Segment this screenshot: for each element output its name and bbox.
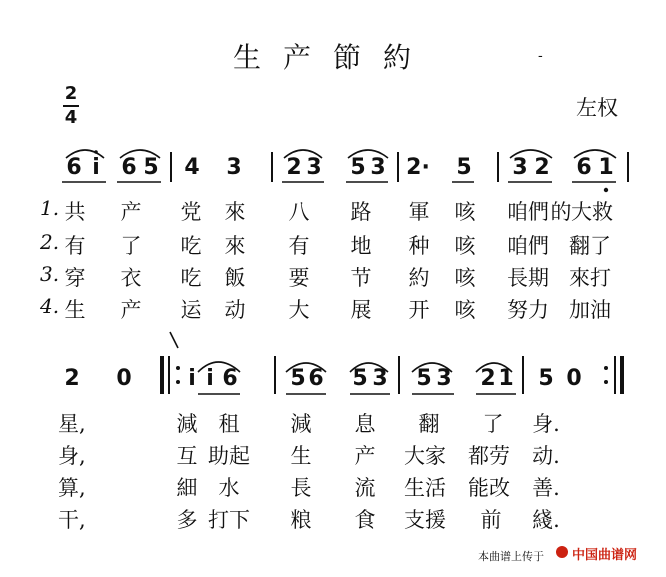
- lyric: 租: [218, 412, 240, 436]
- lyric: 約: [408, 266, 430, 290]
- lyric: 息: [354, 412, 376, 436]
- lyric: 翻了: [569, 234, 611, 258]
- lyric: 算,: [58, 476, 86, 500]
- lyric: 生: [64, 298, 86, 322]
- lyric: 要: [288, 266, 310, 290]
- lyric: 來: [224, 234, 246, 258]
- time-signature-bottom: 4: [64, 107, 78, 128]
- note: 4: [184, 155, 200, 180]
- verse-number: 3.: [40, 262, 60, 286]
- lyric: 运: [180, 298, 202, 322]
- lyric: 善.: [532, 476, 560, 500]
- lyric: 細: [176, 476, 198, 500]
- lyric: 星,: [58, 412, 86, 436]
- lyric: 咳: [454, 266, 476, 290]
- lyric: 种: [408, 234, 430, 258]
- lyric: 动: [224, 298, 246, 322]
- note: 5: [456, 155, 472, 180]
- footer-logo: 中国曲谱网: [572, 548, 638, 563]
- lyric: 多: [176, 508, 198, 532]
- lyric: 大救: [571, 200, 613, 224]
- slur: [66, 150, 104, 158]
- note: 6: [222, 366, 238, 391]
- lyric: 的: [550, 200, 572, 224]
- note: 0: [116, 366, 132, 391]
- lyric: 長期: [507, 266, 549, 290]
- lyric: 打下: [208, 508, 250, 532]
- note: 5: [143, 155, 159, 180]
- slur: [348, 150, 388, 158]
- note: 3: [306, 155, 322, 180]
- lyric: 支援: [404, 508, 446, 532]
- lyric: 了: [482, 412, 504, 436]
- lyric: 食: [354, 508, 376, 532]
- composer: 左权: [576, 96, 618, 120]
- slur: [284, 150, 322, 158]
- lyric: 有: [288, 234, 310, 258]
- lyric: 都劳: [468, 444, 510, 468]
- lyric: 党: [180, 200, 202, 224]
- note: i: [188, 366, 196, 391]
- lyric: 身,: [58, 444, 86, 468]
- note: 2: [64, 366, 80, 391]
- note: 6: [121, 155, 137, 180]
- footer-text: 本曲谱上传于: [478, 550, 544, 563]
- lyric: 动.: [532, 444, 560, 468]
- lyric: 产: [120, 298, 142, 322]
- logo-icon: [556, 546, 568, 558]
- lyric: 飯: [224, 266, 246, 290]
- bar-line: [274, 356, 276, 394]
- note: 5: [350, 155, 366, 180]
- note: 3: [372, 366, 388, 391]
- note: 2: [286, 155, 302, 180]
- lyric: 产: [354, 444, 376, 468]
- slur: [510, 150, 552, 158]
- lyric: 地: [350, 234, 372, 258]
- staff-line-2: [0, 366, 666, 396]
- note: 3: [226, 155, 242, 180]
- note: 2: [534, 155, 550, 180]
- bar-line: [614, 356, 616, 394]
- note: 3: [512, 155, 528, 180]
- lyric: 來: [224, 200, 246, 224]
- lyric: 加油: [569, 298, 611, 322]
- lyric: 大: [288, 298, 310, 322]
- verse-number: 4.: [40, 294, 60, 318]
- note: i: [92, 155, 100, 180]
- bar-line: [522, 356, 524, 394]
- lyric: 吃: [180, 234, 202, 258]
- lyric: 長: [290, 476, 312, 500]
- lyric: 減: [176, 412, 198, 436]
- note: 2: [480, 366, 496, 391]
- note: 1: [498, 366, 514, 391]
- lyric: 穿: [64, 266, 86, 290]
- lyric: 路: [350, 200, 372, 224]
- note: i: [206, 366, 214, 391]
- note: 6: [308, 366, 324, 391]
- lyric: 咳: [454, 234, 476, 258]
- note: 5: [538, 366, 554, 391]
- note: 0: [566, 366, 582, 391]
- lyric: 大家: [404, 444, 446, 468]
- bar-line: [398, 356, 400, 394]
- bar-line: [168, 356, 170, 394]
- note: 3: [370, 155, 386, 180]
- note: 5: [416, 366, 432, 391]
- note: 3: [436, 366, 452, 391]
- lyric: 前: [480, 508, 502, 532]
- time-signature-top: 2: [64, 83, 78, 104]
- slur: [574, 150, 616, 158]
- lyric: 节: [350, 266, 372, 290]
- verse-number: 1.: [40, 196, 60, 220]
- lyric: 流: [354, 476, 376, 500]
- lyric: 八: [288, 200, 310, 224]
- lyric: 干,: [58, 508, 86, 532]
- lyric: 減: [290, 412, 312, 436]
- lyric: 咱們: [507, 234, 549, 258]
- lyric: 开: [408, 298, 430, 322]
- lyric: 粮: [290, 508, 312, 532]
- lyric: 綫.: [532, 508, 560, 532]
- lyric: 了: [120, 234, 142, 258]
- lyric: 产: [120, 200, 142, 224]
- lyric: 展: [350, 298, 372, 322]
- note: 5: [352, 366, 368, 391]
- lyric: 咳: [454, 200, 476, 224]
- lyric: 衣: [120, 266, 142, 290]
- lyric: 來打: [569, 266, 611, 290]
- page-title: 生产節約: [232, 41, 433, 74]
- lyric: 有: [64, 234, 86, 258]
- lyric: 吃: [180, 266, 202, 290]
- note: 2·: [406, 155, 430, 180]
- lyric: 咳: [454, 298, 476, 322]
- lyric: 咱們: [507, 200, 549, 224]
- note: 5: [290, 366, 306, 391]
- note: 6: [576, 155, 592, 180]
- lyric: 生活: [404, 476, 446, 500]
- repeat-start: [160, 356, 164, 394]
- lyric: 能改: [468, 476, 510, 500]
- lyric: 互: [176, 444, 198, 468]
- note: 1: [598, 155, 614, 180]
- lyric: 翻: [418, 412, 440, 436]
- lyric: 軍: [408, 200, 430, 224]
- slur: [120, 150, 160, 158]
- lyric: 水: [218, 476, 240, 500]
- lyric: 努力: [507, 298, 549, 322]
- lyric: 生: [290, 444, 312, 468]
- verse-number: 2.: [40, 230, 60, 254]
- lyric: 助起: [208, 444, 250, 468]
- lyric: 身.: [532, 412, 560, 436]
- lyric: 共: [64, 200, 86, 224]
- repeat-end: [620, 356, 624, 394]
- mark: -: [538, 48, 543, 64]
- note: 6: [66, 155, 82, 180]
